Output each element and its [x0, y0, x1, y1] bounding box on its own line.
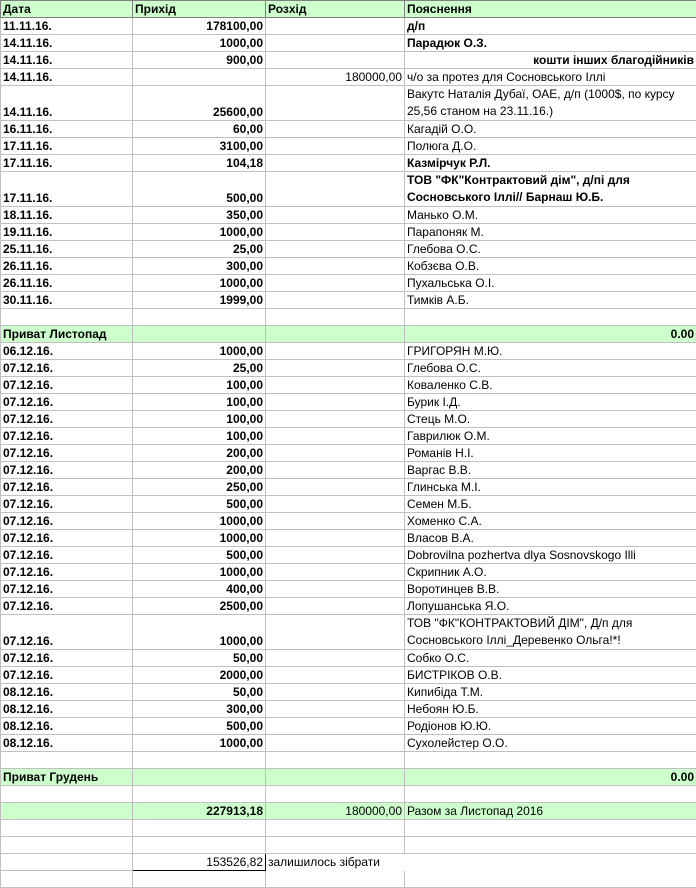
empty-cell[interactable]	[266, 326, 405, 343]
header-date[interactable]: Дата	[1, 1, 133, 18]
expense-cell[interactable]	[266, 121, 405, 138]
empty-row	[1, 752, 696, 769]
header-note[interactable]: Пояснення	[405, 1, 696, 18]
income-cell[interactable]: 100,00	[133, 377, 266, 394]
note-cell[interactable]: Парадюк О.З.	[405, 35, 696, 52]
table-row	[1, 684, 696, 701]
income-cell[interactable]: 350,00	[133, 207, 266, 224]
table-row	[1, 52, 696, 69]
date-cell[interactable]: 08.12.16.	[1, 735, 133, 752]
empty-cell[interactable]	[133, 769, 266, 786]
table-row	[1, 35, 696, 52]
expense-cell[interactable]	[266, 581, 405, 598]
income-cell[interactable]: 1000,00	[133, 615, 266, 650]
note-cell[interactable]: Тимків А.Б.	[405, 292, 696, 309]
expense-cell[interactable]	[266, 292, 405, 309]
expense-cell[interactable]: 180000,00	[266, 69, 405, 86]
expense-cell[interactable]	[266, 564, 405, 581]
income-cell[interactable]: 25,00	[133, 360, 266, 377]
income-cell[interactable]: 50,00	[133, 650, 266, 667]
empty-cell[interactable]	[266, 820, 405, 837]
date-cell[interactable]: 07.12.16.	[1, 479, 133, 496]
expense-cell[interactable]	[266, 718, 405, 735]
date-cell[interactable]: 25.11.16.	[1, 241, 133, 258]
empty-cell[interactable]	[1, 786, 133, 803]
empty-row	[1, 820, 696, 837]
header-expense[interactable]: Розхід	[266, 1, 405, 18]
empty-cell[interactable]	[405, 837, 696, 854]
total-expense[interactable]: 180000,00	[266, 803, 405, 820]
expense-cell[interactable]	[266, 735, 405, 752]
table-row	[1, 650, 696, 667]
note-cell[interactable]: Бурик І.Д.	[405, 394, 696, 411]
note-cell[interactable]: Варгас В.В.	[405, 462, 696, 479]
privat-november-value[interactable]: 0.00	[405, 326, 696, 343]
expense-cell[interactable]	[266, 650, 405, 667]
date-cell[interactable]: 26.11.16.	[1, 258, 133, 275]
date-cell[interactable]: 07.12.16.	[1, 360, 133, 377]
income-cell[interactable]: 3100,00	[133, 138, 266, 155]
empty-cell[interactable]	[1, 309, 133, 326]
note-cell[interactable]: ГРИГОРЯН М.Ю.	[405, 343, 696, 360]
date-cell[interactable]: 07.12.16.	[1, 667, 133, 684]
expense-cell[interactable]	[266, 428, 405, 445]
note-cell[interactable]: Глебова О.С.	[405, 360, 696, 377]
expense-cell[interactable]	[266, 207, 405, 224]
table-row	[1, 258, 696, 275]
empty-cell[interactable]	[1, 854, 133, 871]
income-cell[interactable]: 1000,00	[133, 735, 266, 752]
total-row	[1, 803, 696, 820]
expense-cell[interactable]	[266, 172, 405, 207]
empty-cell[interactable]	[405, 871, 696, 888]
date-cell[interactable]: 07.12.16.	[1, 513, 133, 530]
table-row	[1, 530, 696, 547]
table-row	[1, 292, 696, 309]
income-cell[interactable]: 500,00	[133, 718, 266, 735]
privat-december-row	[1, 769, 696, 786]
table-row	[1, 411, 696, 428]
note-cell[interactable]: ч/о за протез для Сосновського Іллі	[405, 69, 696, 86]
date-cell[interactable]: 14.11.16.	[1, 86, 133, 121]
income-cell[interactable]: 300,00	[133, 701, 266, 718]
note-cell[interactable]: Манько О.М.	[405, 207, 696, 224]
note-cell[interactable]: Хоменко С.А.	[405, 513, 696, 530]
note-cell[interactable]: Парапоняк М.	[405, 224, 696, 241]
date-cell[interactable]: 07.12.16.	[1, 547, 133, 564]
income-cell[interactable]: 1000,00	[133, 35, 266, 52]
expense-cell[interactable]	[266, 479, 405, 496]
empty-cell[interactable]	[133, 309, 266, 326]
income-cell[interactable]: 300,00	[133, 258, 266, 275]
table-row	[1, 547, 696, 564]
income-cell[interactable]: 1000,00	[133, 530, 266, 547]
note-cell[interactable]: Глинська М.І.	[405, 479, 696, 496]
income-cell[interactable]: 250,00	[133, 479, 266, 496]
table-row	[1, 155, 696, 172]
table-row	[1, 615, 696, 650]
expense-cell[interactable]	[266, 377, 405, 394]
income-cell[interactable]: 2500,00	[133, 598, 266, 615]
table-row	[1, 69, 696, 86]
privat-december-label[interactable]: Приват Грудень	[1, 769, 133, 786]
empty-row	[1, 786, 696, 803]
empty-cell[interactable]	[133, 871, 266, 888]
note-cell[interactable]: Полюга Д.О.	[405, 138, 696, 155]
expense-cell[interactable]	[266, 138, 405, 155]
empty-cell[interactable]	[133, 837, 266, 854]
table-row	[1, 121, 696, 138]
note-cell[interactable]: Скрипник А.О.	[405, 564, 696, 581]
expense-cell[interactable]	[266, 462, 405, 479]
income-cell[interactable]: 1000,00	[133, 224, 266, 241]
table-row	[1, 479, 696, 496]
empty-cell[interactable]	[405, 752, 696, 769]
privat-december-value[interactable]: 0.00	[405, 769, 696, 786]
note-cell[interactable]: Глебова О.С.	[405, 241, 696, 258]
table-row	[1, 343, 696, 360]
table-row	[1, 445, 696, 462]
expense-cell[interactable]	[266, 598, 405, 615]
date-cell[interactable]: 07.12.16.	[1, 462, 133, 479]
expense-cell[interactable]	[266, 275, 405, 292]
expense-cell[interactable]	[266, 52, 405, 69]
note-cell[interactable]: ТОВ "ФК"Контрактовий дім", д/пі для Сосновського Іллі// Барнаш Ю.Б.	[405, 172, 696, 207]
expense-cell[interactable]	[266, 258, 405, 275]
empty-cell[interactable]	[1, 752, 133, 769]
table-row	[1, 667, 696, 684]
date-cell[interactable]: 18.11.16.	[1, 207, 133, 224]
table-row	[1, 428, 696, 445]
empty-cell[interactable]	[133, 326, 266, 343]
expense-cell[interactable]	[266, 394, 405, 411]
expense-cell[interactable]	[266, 241, 405, 258]
note-cell[interactable]: Пухальська О.І.	[405, 275, 696, 292]
empty-row	[1, 871, 696, 888]
expense-cell[interactable]	[266, 18, 405, 35]
date-cell[interactable]: 26.11.16.	[1, 275, 133, 292]
date-cell[interactable]: 07.12.16.	[1, 411, 133, 428]
date-cell[interactable]: 11.11.16.	[1, 18, 133, 35]
expense-cell[interactable]	[266, 445, 405, 462]
income-cell[interactable]: 100,00	[133, 394, 266, 411]
privat-november-row	[1, 326, 696, 343]
table-row	[1, 394, 696, 411]
total-note[interactable]: Разом за Листопад 2016	[405, 803, 696, 820]
date-cell[interactable]: 07.12.16.	[1, 530, 133, 547]
income-cell[interactable]: 50,00	[133, 684, 266, 701]
income-cell[interactable]: 1000,00	[133, 275, 266, 292]
empty-cell[interactable]	[133, 752, 266, 769]
empty-cell[interactable]	[266, 871, 405, 888]
date-cell[interactable]: 08.12.16.	[1, 684, 133, 701]
expense-cell[interactable]	[266, 411, 405, 428]
table-row	[1, 207, 696, 224]
table-row	[1, 138, 696, 155]
note-cell[interactable]: кошти інших благодійників	[405, 52, 696, 69]
income-cell[interactable]: 200,00	[133, 462, 266, 479]
header-row	[1, 1, 696, 18]
expense-cell[interactable]	[266, 224, 405, 241]
income-cell[interactable]: 1999,00	[133, 292, 266, 309]
date-cell[interactable]: 14.11.16.	[1, 35, 133, 52]
income-cell[interactable]: 200,00	[133, 445, 266, 462]
note-cell[interactable]: д/п	[405, 18, 696, 35]
remaining-row	[1, 854, 696, 871]
expense-cell[interactable]	[266, 360, 405, 377]
income-cell[interactable]: 900,00	[133, 52, 266, 69]
income-cell[interactable]: 500,00	[133, 547, 266, 564]
table-row	[1, 172, 696, 207]
income-cell[interactable]: 178100,00	[133, 18, 266, 35]
empty-cell[interactable]	[266, 752, 405, 769]
expense-cell[interactable]	[266, 530, 405, 547]
income-cell[interactable]: 104,18	[133, 155, 266, 172]
table-row	[1, 513, 696, 530]
income-cell[interactable]	[133, 69, 266, 86]
remaining-value[interactable]: 153526,82	[133, 854, 266, 871]
income-cell[interactable]: 25600,00	[133, 86, 266, 121]
note-cell[interactable]: Вакутс Наталія Дубаї, ОАЕ, д/п (1000$, по курсу 25,56 станом на 23.11.16.)	[405, 86, 696, 121]
note-cell[interactable]: Стець М.О.	[405, 411, 696, 428]
table-row	[1, 275, 696, 292]
note-cell[interactable]: Собко О.С.	[405, 650, 696, 667]
income-cell[interactable]: 1000,00	[133, 343, 266, 360]
remaining-label[interactable]: залишилось зібрати	[266, 854, 696, 871]
note-cell[interactable]: Коваленко С.В.	[405, 377, 696, 394]
date-cell[interactable]: 08.12.16.	[1, 718, 133, 735]
date-cell[interactable]: 07.12.16.	[1, 394, 133, 411]
table-row	[1, 224, 696, 241]
expense-cell[interactable]	[266, 701, 405, 718]
income-cell[interactable]: 500,00	[133, 172, 266, 207]
table-row	[1, 735, 696, 752]
expense-cell[interactable]	[266, 547, 405, 564]
income-cell[interactable]: 400,00	[133, 581, 266, 598]
empty-cell[interactable]	[266, 769, 405, 786]
income-cell[interactable]: 1000,00	[133, 564, 266, 581]
table-row	[1, 462, 696, 479]
date-cell[interactable]: 16.11.16.	[1, 121, 133, 138]
date-cell[interactable]: 17.11.16.	[1, 155, 133, 172]
empty-cell[interactable]	[133, 820, 266, 837]
date-cell[interactable]: 07.12.16.	[1, 650, 133, 667]
date-cell[interactable]: 19.11.16.	[1, 224, 133, 241]
total-income[interactable]: 227913,18	[133, 803, 266, 820]
date-cell[interactable]: 07.12.16.	[1, 445, 133, 462]
note-cell[interactable]: Гаврилюк О.М.	[405, 428, 696, 445]
table-row	[1, 241, 696, 258]
empty-cell[interactable]	[1, 820, 133, 837]
date-cell[interactable]: 07.12.16.	[1, 377, 133, 394]
empty-cell[interactable]	[1, 803, 133, 820]
table-row	[1, 377, 696, 394]
empty-cell[interactable]	[405, 820, 696, 837]
expense-cell[interactable]	[266, 86, 405, 121]
date-cell[interactable]: 17.11.16.	[1, 172, 133, 207]
expense-cell[interactable]	[266, 155, 405, 172]
header-income[interactable]: Прихід	[133, 1, 266, 18]
note-cell[interactable]: БИСТРІКОВ О.В.	[405, 667, 696, 684]
note-cell[interactable]: Кагадій О.О.	[405, 121, 696, 138]
note-cell[interactable]: Лопушанська Я.О.	[405, 598, 696, 615]
empty-row	[1, 837, 696, 854]
date-cell[interactable]: 14.11.16.	[1, 69, 133, 86]
income-cell[interactable]: 100,00	[133, 428, 266, 445]
income-cell[interactable]: 500,00	[133, 496, 266, 513]
date-cell[interactable]: 17.11.16.	[1, 138, 133, 155]
table-row	[1, 718, 696, 735]
date-cell[interactable]: 07.12.16.	[1, 428, 133, 445]
empty-cell[interactable]	[266, 837, 405, 854]
expense-cell[interactable]	[266, 667, 405, 684]
date-cell[interactable]: 14.11.16.	[1, 52, 133, 69]
empty-cell[interactable]	[133, 786, 266, 803]
table-row	[1, 701, 696, 718]
expense-cell[interactable]	[266, 615, 405, 650]
income-cell[interactable]: 25,00	[133, 241, 266, 258]
privat-november-label[interactable]: Приват Листопад	[1, 326, 133, 343]
note-cell[interactable]: Кипибіда Т.М.	[405, 684, 696, 701]
expense-cell[interactable]	[266, 513, 405, 530]
income-cell[interactable]: 60,00	[133, 121, 266, 138]
expense-cell[interactable]	[266, 35, 405, 52]
table-row	[1, 18, 696, 35]
empty-cell[interactable]	[1, 837, 133, 854]
income-cell[interactable]: 1000,00	[133, 513, 266, 530]
note-cell[interactable]: Небоян Ю.Б.	[405, 701, 696, 718]
date-cell[interactable]: 08.12.16.	[1, 701, 133, 718]
date-cell[interactable]: 06.12.16.	[1, 343, 133, 360]
empty-cell[interactable]	[266, 786, 405, 803]
table-row	[1, 581, 696, 598]
date-cell[interactable]: 30.11.16.	[1, 292, 133, 309]
date-cell[interactable]: 07.12.16.	[1, 598, 133, 615]
note-cell[interactable]: ТОВ "ФК"КОНТРАКТОВИЙ ДІМ", Д/п для Сосновського Іллі_Деревенко Ольга!*!	[405, 615, 696, 650]
note-cell[interactable]: Романів Н.І.	[405, 445, 696, 462]
note-cell[interactable]: Сухолейстер О.О.	[405, 735, 696, 752]
table-row	[1, 496, 696, 513]
note-cell[interactable]: Воротинцев В.В.	[405, 581, 696, 598]
note-cell[interactable]: Кобзєва О.В.	[405, 258, 696, 275]
date-cell[interactable]: 07.12.16.	[1, 564, 133, 581]
date-cell[interactable]: 07.12.16.	[1, 615, 133, 650]
table-row	[1, 86, 696, 121]
note-cell[interactable]: Родіонов Ю.Ю.	[405, 718, 696, 735]
note-cell[interactable]: Казмірчук Р.Л.	[405, 155, 696, 172]
empty-row	[1, 309, 696, 326]
income-cell[interactable]: 2000,00	[133, 667, 266, 684]
empty-cell[interactable]	[1, 871, 133, 888]
expense-cell[interactable]	[266, 684, 405, 701]
note-cell[interactable]: Семен М.Б.	[405, 496, 696, 513]
table-row	[1, 564, 696, 581]
note-cell[interactable]: Власов В.А.	[405, 530, 696, 547]
table-row	[1, 598, 696, 615]
note-cell[interactable]: Dobrovilna pozhertva dlya Sosnovskogo Illi	[405, 547, 696, 564]
table-row	[1, 360, 696, 377]
expense-cell[interactable]	[266, 496, 405, 513]
date-cell[interactable]: 07.12.16.	[1, 496, 133, 513]
expense-cell[interactable]	[266, 343, 405, 360]
empty-cell[interactable]	[405, 309, 696, 326]
empty-cell[interactable]	[266, 309, 405, 326]
empty-cell[interactable]	[405, 786, 696, 803]
date-cell[interactable]: 07.12.16.	[1, 581, 133, 598]
income-cell[interactable]: 100,00	[133, 411, 266, 428]
